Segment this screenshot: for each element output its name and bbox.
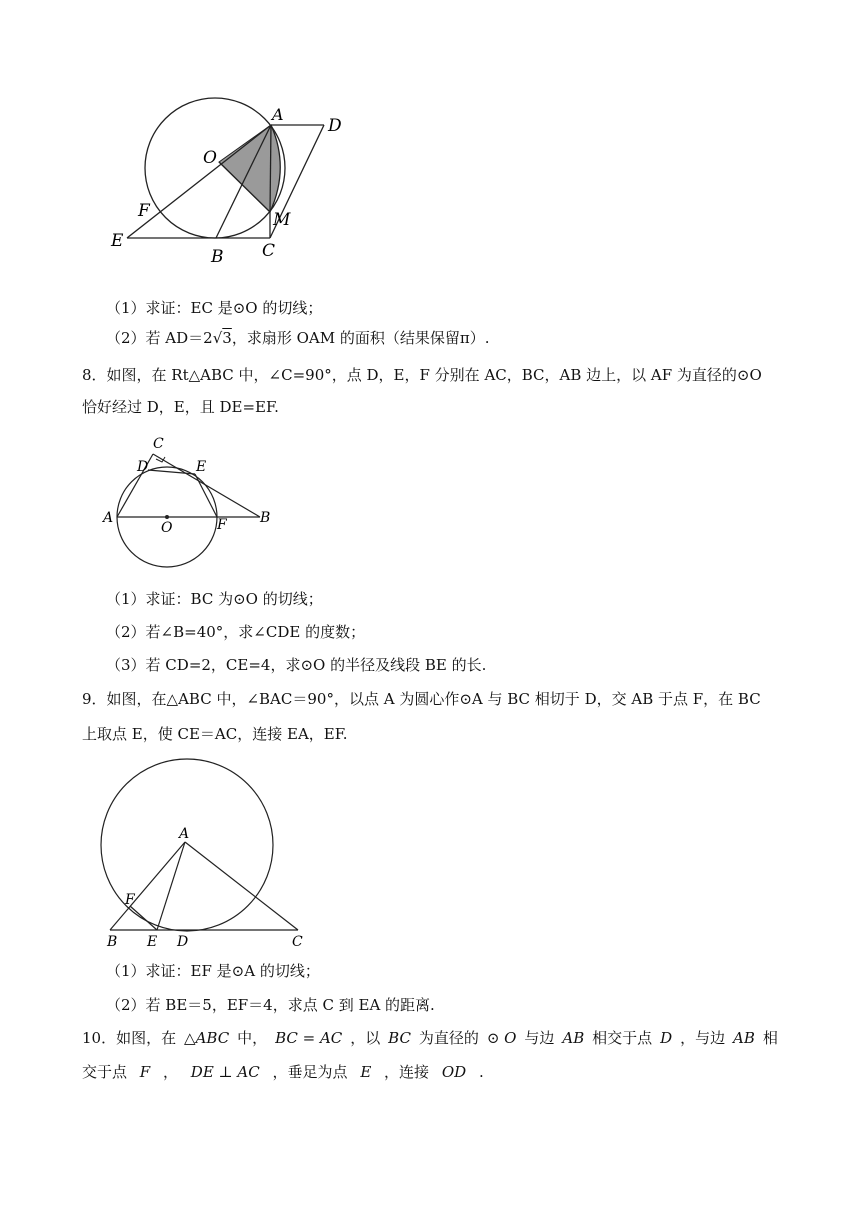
q10-math: F <box>139 1063 151 1081</box>
line-cb <box>153 454 260 517</box>
label-e: E <box>196 459 207 475</box>
q10-text: 与边 <box>524 1029 555 1047</box>
label-e: E <box>147 934 158 950</box>
q8-part2: （2）若∠B=40°，求∠CDE 的度数； <box>106 623 366 641</box>
q10-text: 为直径的 <box>418 1029 479 1047</box>
q10-math: OD <box>441 1063 467 1081</box>
label-m: M <box>273 210 291 230</box>
q7-part2-radicand: 3 <box>222 329 232 347</box>
label-f: F <box>217 517 227 533</box>
label-f: F <box>125 892 135 908</box>
q8-line2: 恰好经过 D，E，且 DE=EF. <box>82 398 279 416</box>
line-ac <box>185 842 298 930</box>
q10-text: 相 <box>762 1029 778 1047</box>
q7-part1: （1）求证：EC 是⊙O 的切线； <box>106 299 323 317</box>
q9-line1: 9．如图，在△ABC 中，∠BAC＝90°，以点 A 为圆心作⊙A 与 BC 相切于 D，交 AB 于点 F，在 BC <box>82 690 761 708</box>
q10-line2 <box>82 1062 484 1082</box>
label-b: B <box>211 247 224 267</box>
label-d: D <box>328 116 342 136</box>
figure-q7 <box>100 90 370 270</box>
label-b: B <box>107 934 118 950</box>
line-ef <box>195 474 217 517</box>
q9-part2: （2）若 BE＝5，EF＝4，求点 C 到 EA 的距离. <box>106 996 435 1014</box>
label-c: C <box>292 934 303 950</box>
q7-part2-prefix: （2）若 AD＝2 <box>106 329 213 347</box>
center-dot <box>165 515 169 519</box>
q10-text: . <box>478 1063 484 1081</box>
q10-text: ，以 <box>350 1029 381 1047</box>
q10-text: ，连接 <box>384 1063 430 1081</box>
q10-text: 交于点 <box>82 1063 128 1081</box>
q10-math: BC = AC <box>275 1029 343 1047</box>
line-ef <box>130 906 157 930</box>
q10-text: ，垂足为点 <box>272 1063 348 1081</box>
q10-line1 <box>82 1028 778 1048</box>
label-d: D <box>177 934 189 950</box>
label-f: F <box>138 201 150 221</box>
q9-line2: 上取点 E，使 CE＝AC，连接 EA，EF. <box>82 725 348 743</box>
q8-part3: （3）若 CD=2，CE=4，求⊙O 的半径及线段 BE 的长. <box>106 656 487 674</box>
q10-text: ， <box>163 1063 179 1081</box>
label-c: C <box>262 241 276 261</box>
label-e: E <box>111 231 124 251</box>
q9-part1: （1）求证：EF 是⊙A 的切线； <box>106 962 320 980</box>
q10-math: ⊙ O <box>486 1029 517 1047</box>
q8-line1: 8．如图，在 Rt△ABC 中，∠C=90°，点 D，E，F 分别在 AC，BC，AB 边上，以 AF 为直径的⊙O <box>82 366 762 384</box>
label-o: O <box>161 520 173 536</box>
q10-math: E <box>360 1063 372 1081</box>
sqrt-sign: √ <box>212 329 223 347</box>
label-d: D <box>137 459 149 475</box>
q10-math: AB <box>562 1029 585 1047</box>
q10-math: AB <box>733 1029 755 1047</box>
label-a: A <box>179 826 190 842</box>
label-b: B <box>260 510 271 526</box>
q10-math: D <box>660 1029 673 1047</box>
figure-q9 <box>100 760 320 952</box>
q10-text: 相交于点 <box>592 1029 653 1047</box>
q8-part1: （1）求证：BC 为⊙O 的切线； <box>106 590 323 608</box>
line-ab <box>110 842 185 930</box>
q7-part2 <box>106 328 489 348</box>
q10-math: △ABC <box>184 1029 230 1047</box>
q10-math: BC <box>388 1029 411 1047</box>
line-ae <box>157 842 185 930</box>
label-o: O <box>203 148 217 168</box>
label-a: A <box>272 105 284 124</box>
sector-oam <box>219 125 276 212</box>
q10-text: 中， <box>237 1029 268 1047</box>
q10-text: ，与边 <box>680 1029 726 1047</box>
figure-q8 <box>100 430 280 570</box>
label-c: C <box>153 436 164 452</box>
label-a: A <box>103 510 114 526</box>
q7-part2-suffix: ，求扇形 OAM 的面积（结果保留π）. <box>231 329 490 347</box>
q10-math: DE ⊥ AC <box>190 1063 260 1081</box>
q10-text: 10．如图，在 <box>82 1029 177 1047</box>
